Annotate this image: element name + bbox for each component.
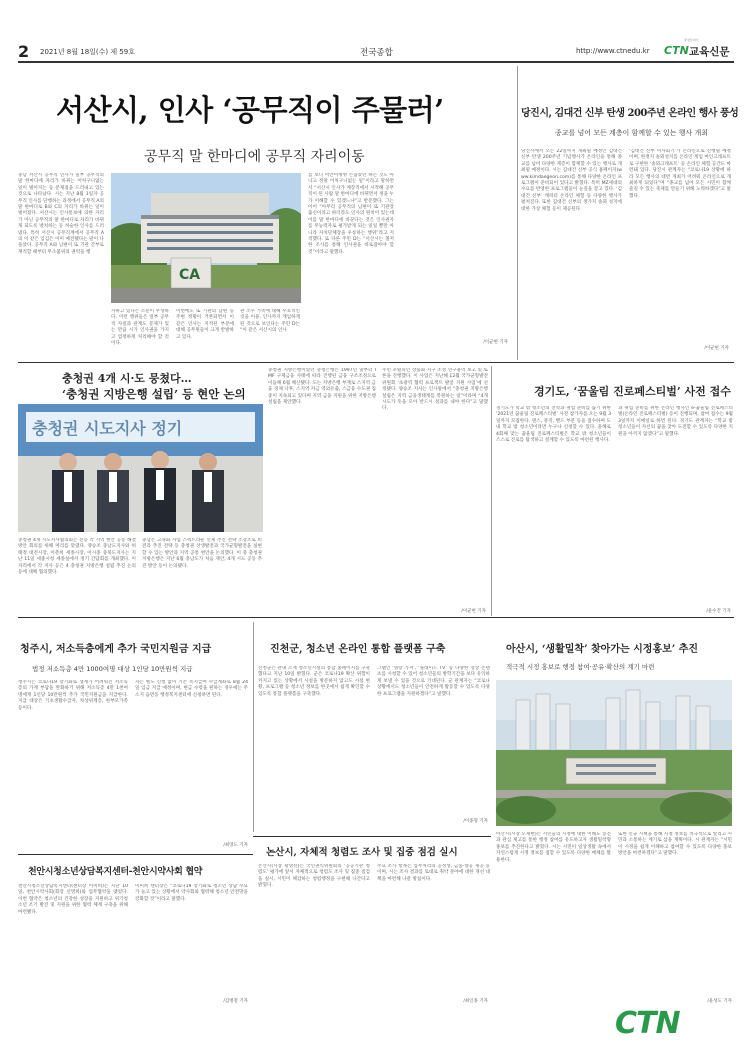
- article-byline: /윤수진 기자: [706, 609, 731, 614]
- article-byline: /이균현 기자: [483, 340, 508, 345]
- article-body: 관 소수 가족에 대해 우호적인 것을 이용, 인사까지 개입하게 된 것으로 보인다는 주민 D는 “이 같은 서산시의 인사: [240, 309, 300, 334]
- article-headline: 당진시, 김대건 신부 탄생 200주년 온라인 행사 풍성: [521, 108, 739, 119]
- section-rule: [253, 836, 491, 837]
- article-body: 충청권 지방은행이었던 충청은행은 1997년 말부터 IMF 구제금융 사태에 따라 진행된 금융 구조조정으로 이듬해 6월 해산됐다. 도는 지방은행 부재로 스지역 금융 경제 낙후, 스지역 자금 역외유출, 스금융 수도권 집중이 지속되고 있다며 지역 금융 지원을 위한 지방은행 설립을 제안했다.: [268, 368, 376, 406]
- article-body: 충남은 고속화 사업 스펙트라운 선제 추진 전략 소강조로 비전과 추진 전략 등 충청권 상생발전과 국가균형발전을 실현할 수 있는 방안과 지역 공통 현안을 논의했다. 이 중 충청권 지방은행은 지난 6월 충남도가 처음 제안, 4개 시도 공동 추진 방안 등이 논의됐다.: [142, 538, 262, 569]
- article-body: 당진시에서 오는 22일까지 개최될 예정인 김대건 신부 탄생 200주년 기념행사가 온라인을 통해 종교를 넘어 다양한 계층이 함께할 수 있는 행사로 개최될 예정이다. 시는 김대건 신부 공식 홈페이지(www.kimdaegeon.com)를 통해 다양한 온라인 프로그램이 준비되어 있다고 밝혔다. 특히 MZ세대의 수요를 반영한 프로그램들이 눈길을 끌고 있다. ‘김대건 신부’ 캐릭터 온라인 체험 등 다양한 행사가 펼쳐진다. 또한 김대건 신부의 생가지 솔뫼 성지에 대한 가상 체험 등이 제공된다.: [521, 149, 622, 212]
- article-body: 를 보니 어안이벙벙 손꼽았던 하는 것도 아니고 정말 어처구니없는 일”이라고 말하면서 “서산시 인사가 계장직에서 시작해 공무직이 된 사람 말 한마디에 바뀌면서 정을 누가 이해할 수 있겠느냐”고 반문했다. 그는 이어 “아무리 공무직의 남편이 또 기관장 출신이라고 하더라도 인사의 원칙이 있는데 이를 말 한마디에 바꾼다는 것은 인사권자를 무능력자로 평가받게 되는 일일 뿐만 아니라 자치단체장을 우롱하는 행위”라고 지적했다. 또 다른 주민 D는 “서산시는 철저한 조사를 통해 인사권을 바로잡아야 할 것”이라고 말했다.: [308, 173, 394, 255]
- article-byline: /최인종 기자: [463, 999, 488, 1004]
- article-headline: 천안시청소년상담복지센터-천안시약사회 협약: [28, 867, 203, 877]
- article-body: 경기도가 학교 밖 청소년의 진학과 취업 준비를 돕기 위한 ‘2021년 꿈울림 진로페스티벌’ 사전 참가자를 오는 9월 3일까지 모집한다. 댄스, 뮤직, 밴드 부문 등을 접수하며 도내 학교 밖 청소년이라면 누구나 신청할 수 있다. 올해로 4회째 맞는 꿈울림 진로페스티벌은 학교 밖 청소년들이 스스로 진로를 탐색하고 설계할 수 있도록 마련된 행사다.: [496, 406, 611, 444]
- seosan-cityhall-photo: [111, 173, 301, 303]
- article-byline: /김병철 기자: [223, 999, 248, 1004]
- article-cheongju: [18, 620, 250, 852]
- article-jincheon: [258, 620, 490, 835]
- article-byline: /윤성도 기자: [707, 999, 732, 1004]
- article-body: 또한 신규 시책을 통해 시정 정보를 적극적으로 알리고 시민과 소통하는 계기로 삼을 계획이다. 시 관계자는 “시민이 시정을 쉽게 이해하고 참여할 수 있도록 다양한 홍보 방안을 마련하겠다”고 말했다.: [618, 832, 732, 857]
- article-body: 충청권 4개 시도지사협의회는 전등 각 지역 현안 공동 해결 방안 회의를 위해 머리를 맞댔다. 양승조 충남도지사와 허태정 대전시장, 이춘희 세종시장, 이시종 충북도지사는 지난 11일 세종시청 세종실에서 정기 간담회를 개최했다. 이 자리에서 각 지사 등은 4 충청권 지방은행 설립 추진 논의 등에 대해 협의했다.: [18, 538, 136, 576]
- article-body: 사하고 있다는 소문이 무성하다. 이런 행위들은 일부 공무직 자질과 관계도 문제가 있는 만큼 시가 인사권을 가지고 엄정하게 처리해야 할 것이다.: [111, 309, 169, 347]
- section-rule: [18, 362, 734, 363]
- article-chungcheong: [18, 364, 488, 617]
- footer-logo: CTN: [615, 1006, 680, 1041]
- logo-sub: 충청투데이: [684, 38, 699, 42]
- article-body: 논산시(시장 황명선)는 국민권익위원회의 ‘공공기관 청렴도’ 평가에 앞서 자체적으로 청렴도 조사 및 집중 점검을 실시, 시민이 체감하는 청렴행정을 구현해 나간다고 밝혔다.: [258, 864, 370, 889]
- article-subhead: 법정 저소득층 4만 1000여명 대상 1인당 10만원씩 지급: [32, 665, 193, 673]
- article-headline: 청주시, 저소득층에게 추가 국민지원금 지급: [20, 644, 212, 655]
- section-rule: [491, 617, 734, 618]
- article-body: 과 취업 준비를 위한 온라인 행사인 e-꿈울림 진로페스티벌(온라인 진로페스티벌) 등이 진행되며, 참여 접수는 9월 3일까지 이메일로 하면 된다. 경기도 관계자는 “학교 밖 청소년들이 자신의 꿈을 찾아 도전할 수 있도록 다양한 지원을 아끼지 않겠다”고 말했다.: [618, 406, 733, 437]
- svg-text:CA: CA: [179, 267, 201, 283]
- article-seosan: [18, 63, 513, 363]
- article-body: ‘김대건 신부 미사회기’가 온라인으로 진행될 예정이며, 한정지 솔뫼성지를 온라인 게임 마인크래프트로 구현한 ‘솔뫼크래프트’ 등 온라인 체험 공간도 마련돼 있다. 당진시 관계자는 “코로나19 상황에 따라 모든 행사의 대면 개최가 어려워 온라인으로 개최하게 되었다”며 “종교를 넘어 모든 시민이 함께 즐길 수 있는 축제를 만들기 위해 노력하겠다”고 말했다.: [629, 149, 731, 199]
- article-body: 청주시는 코로나19 장기화로 생계가 어려워진 저소득층의 가계 부담을 완화하기 위해 저소득층 4만 1천여 명에게 1인당 10만원씩 추가 국민지원금을 지급한다. 지급 대상은 기초생활수급자, 차상위계층, 한부모가족 등이다.: [18, 680, 128, 711]
- article-byline: /이균현 기자: [704, 346, 729, 351]
- article-byline: /이균현 기자: [461, 609, 486, 614]
- article-body: 이미희 센터장은 “코로나19 장기화로 청소년 상담 수요가 늘고 있는 상황에서 약사회와 협력해 청소년 안전망을 강화할 것”이라고 말했다.: [135, 884, 248, 902]
- article-body: 진천군은 관내 소재 청소년시설의 통합 홈페이지를 구축했다고 지난 10일 밝혔다. 군은 코로나19 확산 위험이 커지고 있는 상황에서 시설을 방문하지 않고도 시설 현황, 프로그램 등 청소년 정보를 한곳에서 쉽게 확인할 수 있도록 통합 플랫폼을 구축했다.: [258, 666, 370, 697]
- site-url: http://www.ctnedu.kr: [576, 47, 650, 55]
- article-body: 이번에도 또 기관의 남편 등 주변 정황이 거론되면서 이 같은 인사는 지적된 부분에 대해 공무원들이 크게 반발하고 있다.: [176, 309, 234, 340]
- article-body: 천안시청소년상담복지센터(센터장 이미희)는 지난 10일, 천안시약사회(회장 신명희)와 업무협약을 맺었다. 이번 협약은 청소년의 건강한 성장을 지원하고 위기청소년 조기 발견 및 지원을 위한 협력 체계 구축을 위해 마련됐다.: [18, 884, 128, 915]
- column-divider: [491, 366, 492, 616]
- article-subhead: 종교를 넘어 모든 계층이 함께할 수 있는 행사 개최: [555, 129, 709, 137]
- svg-text:충청권 시도지사 정기: 충청권 시도지사 정기: [32, 419, 183, 438]
- article-body: 아산시(시장 오세현)는 시민들의 시정에 대한 이해도 증진과 관심 제고를 통한 행정 참여를 유도하고자 생활밀착형 홍보를 추진한다고 밝혔다. 시는 시민이 일상생활 속에서 자연스럽게 시정 정보를 접할 수 있도록 다양한 매체를 활용한다.: [496, 832, 611, 863]
- article-body: 주민 포털피인 상품화 지구 조성 연구용역 보고 및 토론을 진행했다. 이 사업은 지난해 12월 국가균형발전위원회 ‘초광역 협력 프로젝트 발굴 지원 사업’에 선정됐다. 양승조 지사는 인사말에서 “충청권 지방은행 설립은 지역 금융생태계를 복원하는 일”이라며 “4개 시도가 뜻을 모아 반드시 성과를 내야 한다”고 말했다.: [382, 368, 488, 412]
- article-headline: 경기도, ‘꿈울림 진로페스티벌’ 사전 접수: [534, 385, 731, 398]
- logo-korean: 교육신문: [689, 46, 730, 58]
- article-cheonan: [18, 856, 250, 1016]
- article-headline: 진천군, 청소년 온라인 통합 플랫폼 구축: [270, 644, 446, 655]
- article-body: 충남 서산시 공무직 인사가 일부 공무직의 말 한마디에 자리가 바뀌는 어처구니없는 일이 벌어지는 등 문제점을 드러내고 있는 것으로 나타났다. 시는 지난 8월 1일자 공무직 인사를 단행하는 과정에서 공무직 A의 말 한마디로 B와 C의 자리가 바뀌는 일이 벌어졌다. 서산시는 인사통보에 의한 자리가 아닌 공무직의 말 한마디로 자리가 바뀌게 되도록 방치하는 등 허술한 인사를 드러냈다. 특히 서산시 공무직계에서 공무직 A의 이 같은 입김은 이미 예견됐다는 말이 나돌았다. 공무직 A와 남편이 또 기관 간부로 재직할 때부터 무소불위의 권력을 행: [18, 173, 104, 255]
- article-gyeonggi: [496, 364, 733, 617]
- article-headline: 논산시, 자체적 청렴도 조사 및 집중 점검 실시: [266, 847, 458, 858]
- article-body: 그램인 ‘명랑 가저’, ‘플래이드 TV’ 등 다양한 영상 콘텐츠를 시청할 수 있어 청소년들의 방학기간을 보다 유익하게 보낼 수 있을 것으로 기대된다. 군 관계자는 “코로나 상황에서도 청소년들이 안전하게 활동할 수 있도록 다양한 프로그램을 지원하겠다”고 말했다.: [377, 666, 490, 697]
- article-dangjin: [521, 63, 739, 363]
- article-byline: /최영도 기자: [223, 843, 248, 848]
- column-divider: [253, 622, 254, 832]
- article-subhead: 적극적 시정 홍보로 행정 참여·공유·확산의 계기 마련: [506, 663, 655, 671]
- section-name: 전국종합: [360, 48, 393, 58]
- header-logo: [664, 40, 736, 56]
- section-rule: [18, 854, 253, 855]
- asan-city-aerial-photo: [496, 680, 732, 826]
- ctn-logo-text: CTN: [664, 44, 689, 57]
- article-subhead: 공무직 말 한마디에 공무직 자리이동: [144, 149, 365, 165]
- article-body: 자는 별도 신청 없이 기존 복지급여 수급계좌로 8월 24일 입금 지급 예정이며, 현금 수령을 원하는 경우에는 주소지 읍면동 행정복지센터에 신청하면 된다.: [135, 680, 248, 698]
- column-divider: [517, 66, 518, 360]
- article-headline: 아산시, ‘생활밀착’ 찾아가는 시정홍보’ 추진: [506, 644, 699, 655]
- page-header: [18, 38, 734, 60]
- article-byline: /이종형 기자: [463, 819, 488, 824]
- page-number: 2: [18, 42, 30, 61]
- article-headline: 충청권 4개 시·도 뭉쳤다…: [62, 372, 192, 385]
- article-asan: [496, 620, 733, 1010]
- section-rule: [18, 617, 491, 618]
- article-body: 주요 조사 항목은 업무처리의 공정성, 금품·향응 제공 등이며, 시는 조사 결과를 토대로 취약 분야에 대한 개선 대책을 마련해 나갈 방침이다.: [377, 864, 490, 882]
- article-headline: 서산시, 인사 ‘공무직이 주물러’: [56, 93, 444, 127]
- governors-meeting-photo: [18, 404, 263, 532]
- article-headline: ‘충청권 지방은행 설립’ 등 현안 논의: [62, 387, 246, 401]
- issue-date: 2021년 8월 18일(수) 제 59호: [40, 48, 136, 56]
- article-nonsan: [258, 838, 490, 1016]
